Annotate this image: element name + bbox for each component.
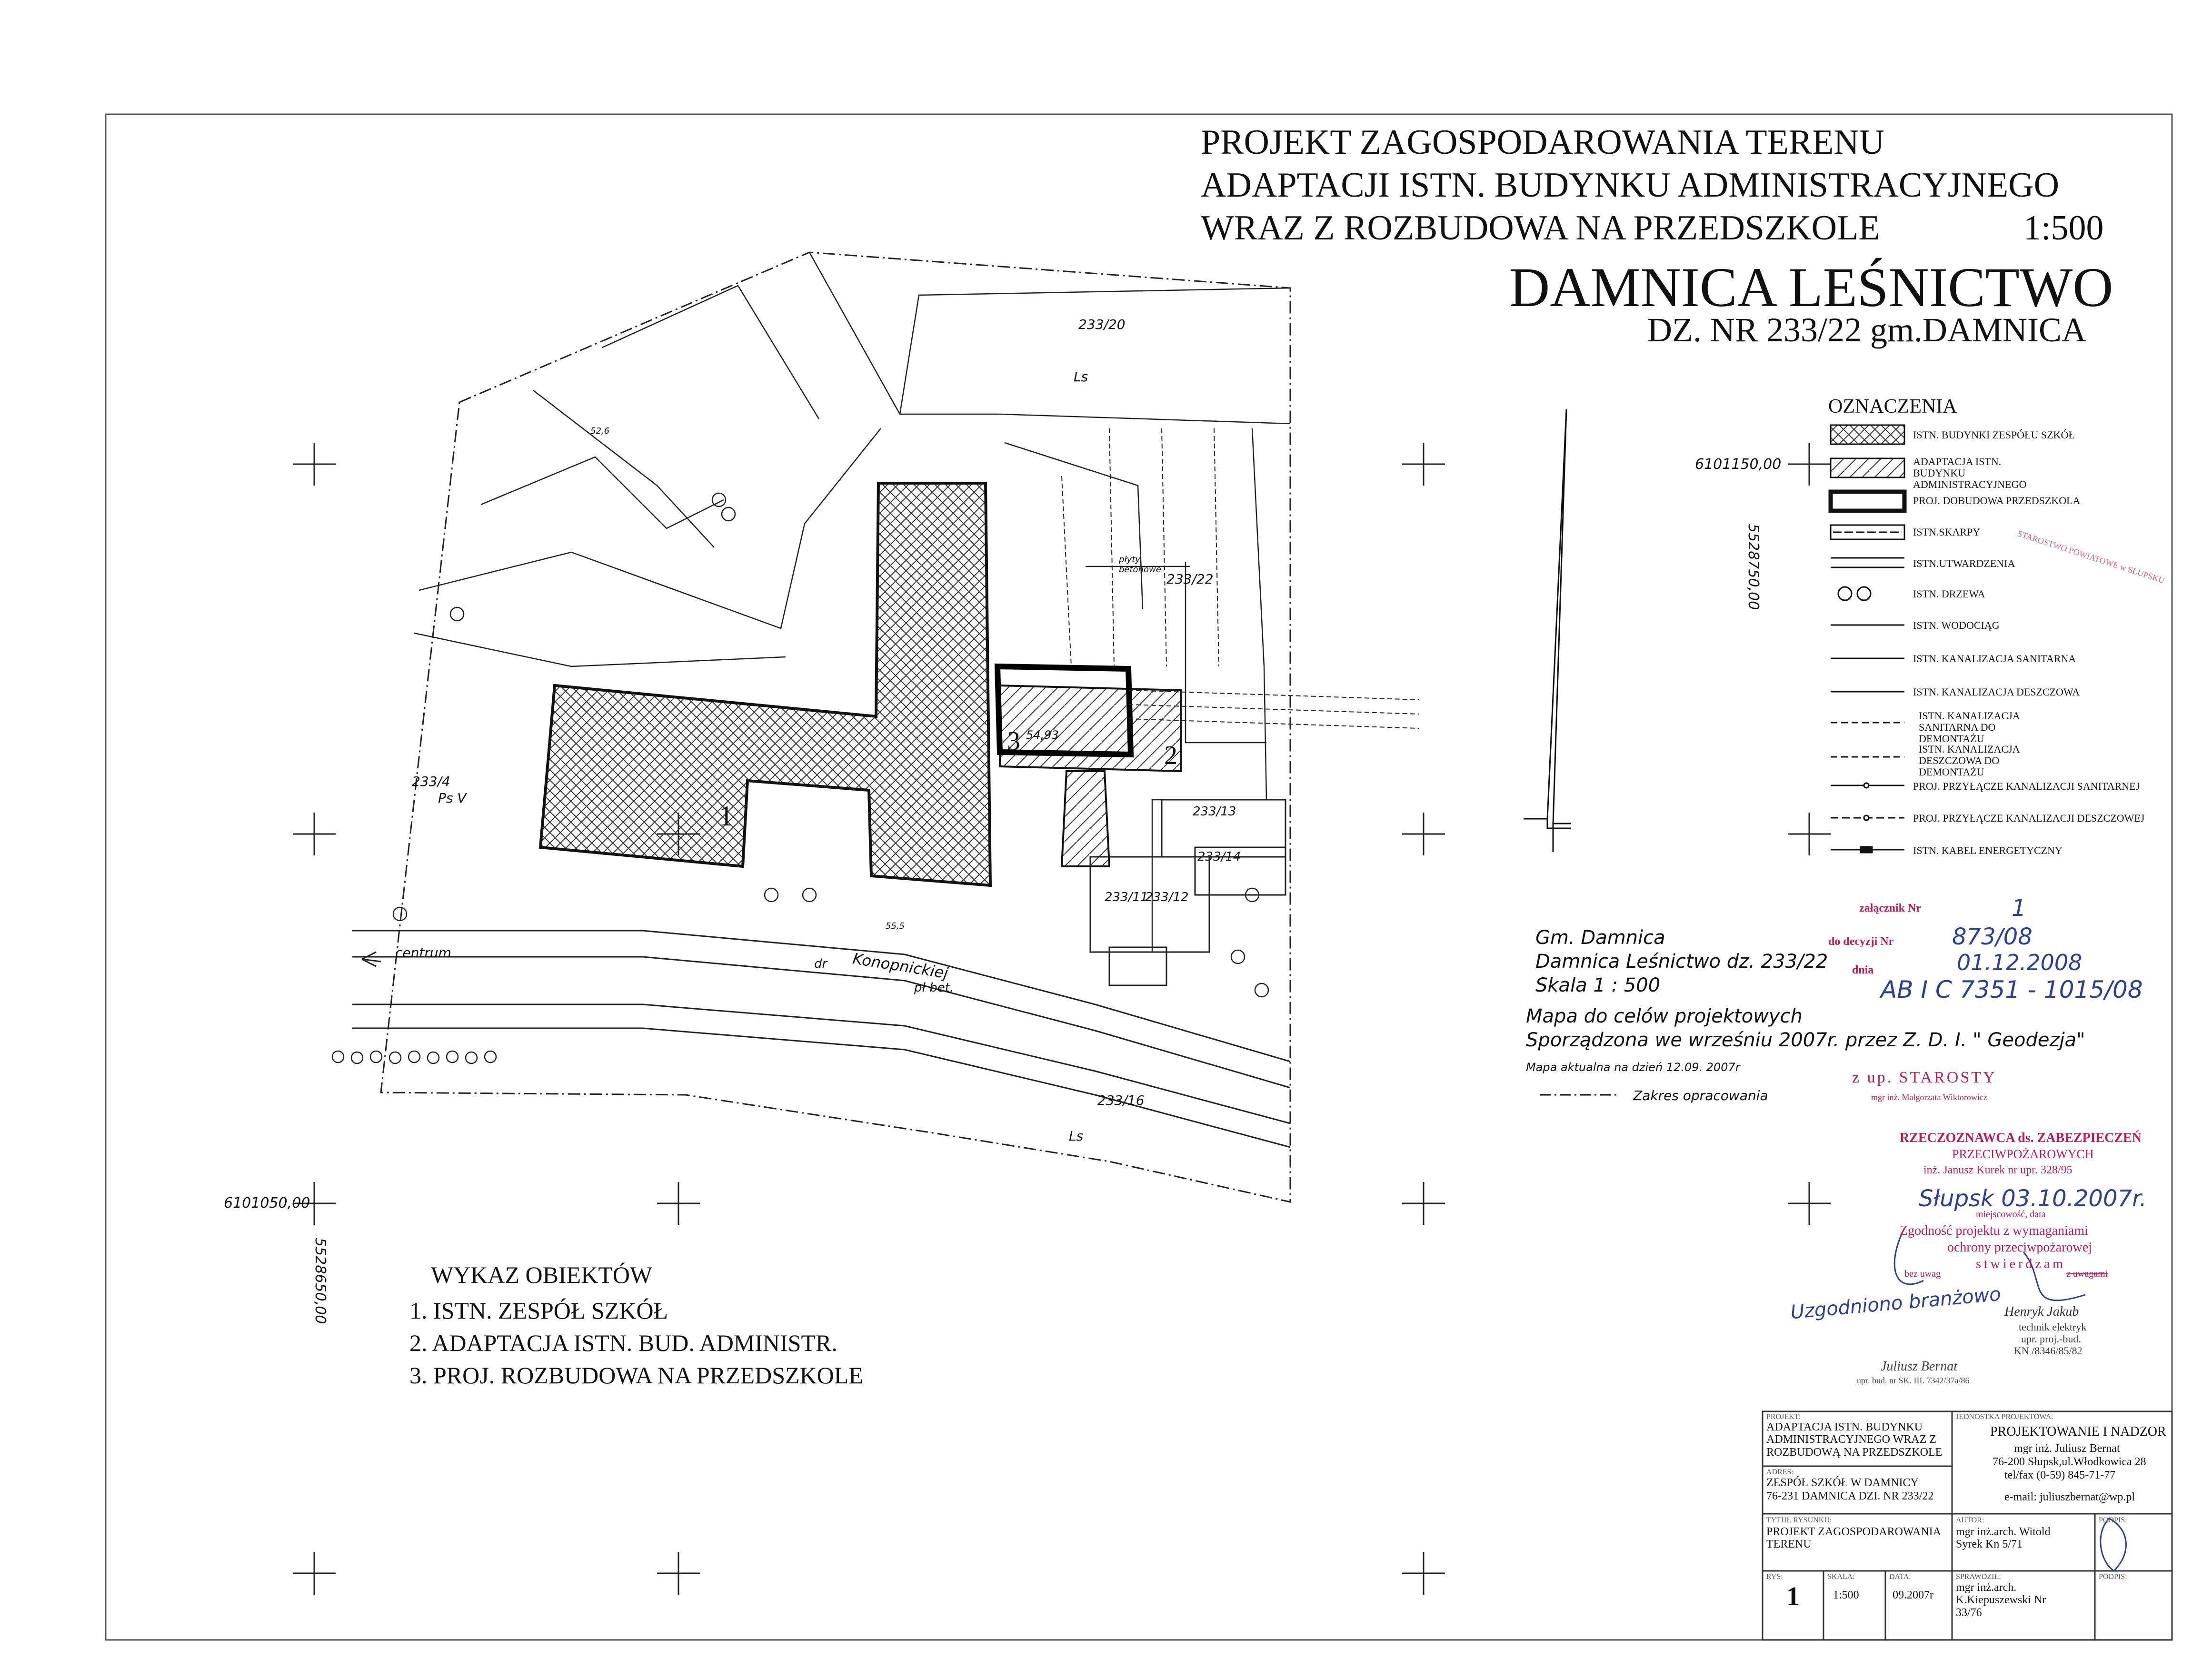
map-note-prepared: Sporządzona we wrześniu 2007r. przez Z. D. I. " Geodezja" (1526, 1029, 2085, 1051)
tb-autor: mgr inż.arch. Witold Syrek Kn 5/71 (1956, 1526, 2051, 1551)
north-arrow (1524, 409, 1571, 852)
stamp-slupsk-date: Słupsk 03.10.2007r. (1919, 1185, 2147, 1212)
tb-adres-1: ZESPÓŁ SZKÓŁ W DAMNICY (1766, 1477, 1919, 1489)
map-note-range: Zakres opracowania (1633, 1088, 1768, 1103)
street-prefix: dr (814, 957, 827, 971)
elevation-555: 55,5 (886, 921, 905, 931)
stamp-miejscowosc: miejscowość, data (1976, 1209, 2046, 1220)
legend-symbols (1831, 425, 1904, 853)
stamp-rzeczoznawca-2: PRZECIWPOŻAROWYCH (1952, 1147, 2094, 1161)
map-note-location: Damnica Leśnictwo dz. 233/22 (1535, 951, 1828, 973)
pavement-label: pł bet. (914, 981, 954, 995)
stamp-starosty-detail: mgr inż. Małgorzata Wiktorowicz (1871, 1092, 1987, 1102)
stamp-zal-value: 1 (2012, 895, 2026, 922)
tb-sprawdzil-label: SPRAWDZIŁ: (1956, 1573, 2001, 1581)
tb-data-label: DATA: (1889, 1573, 1911, 1581)
title-line-2: ADAPTACJI ISTN. BUDYNKU ADMINISTRACYJNEGO (1201, 166, 2060, 205)
stamp-henryk-1: Henryk Jakub (2004, 1304, 2079, 1319)
stamp-henryk-4: KN /8346/85/82 (2014, 1345, 2082, 1357)
parcel-233-22: 233/22 (1166, 571, 1214, 587)
objects-item-3: 3. PROJ. ROZBUDOWA NA PRZEDSZKOLE (409, 1362, 863, 1389)
legend-item-extension: PROJ. DOBUDOWA PRZEDSZKOLA (1913, 495, 2081, 506)
legend-item-sanitary: ISTN. KANALIZACJA SANITARNA (1913, 653, 2076, 665)
stamp-z-uwagami: z uwagami (2066, 1269, 2108, 1279)
map-note-purpose: Mapa do celów projektowych (1526, 1005, 1803, 1027)
stamp-henryk-3: upr. proj.-bud. (2021, 1333, 2081, 1345)
title-place: DAMNICA LEŚNICTWO (1509, 256, 2113, 318)
tb-podpis-label: PODPIS: (2099, 1516, 2127, 1524)
tb-firm-2: mgr inż. Juliusz Bernat (2014, 1442, 2120, 1455)
land-use-psv: Ps V (438, 790, 467, 806)
stamp-bernat-upr: upr. bud. nr SK. III. 7342/37a/86 (1857, 1376, 1970, 1385)
tb-firm-3: 76-200 Słupsk,ul.Włodkowica 28 (1993, 1456, 2146, 1468)
title-parcel: DZ. NR 233/22 gm.DAMNICA (1647, 311, 2087, 349)
legend-item-existing-school: ISTN. BUDYNKI ZESPÓŁU SZKÓŁ (1913, 429, 2075, 441)
building-3-label: 3 (1007, 726, 1020, 756)
stamp-zgodnosc-2: ochrony przeciwpożarowej (1947, 1240, 2092, 1255)
tb-firm: PROJEKTOWANIE I NADZOR (1990, 1424, 2166, 1439)
land-use-ls-north: Ls (1074, 369, 1088, 385)
direction-centrum: centrum (395, 945, 451, 961)
parcel-233-11: 233/11 (1105, 890, 1148, 904)
building-2-label: 2 (1164, 741, 1177, 770)
stamp-zgodnosc-1: Zgodność projektu z wymaganiami (1900, 1223, 2088, 1238)
tb-adres-2: 76-231 DAMNICA DZI. NR 233/22 (1766, 1490, 1934, 1502)
objects-item-1: 1. ISTN. ZESPÓŁ SZKÓŁ (409, 1297, 668, 1324)
title-scale: 1:500 (2023, 208, 2104, 248)
building-1-label: 1 (719, 800, 733, 832)
stamp-henryk-2: technik elektryk (2019, 1321, 2087, 1333)
stamp-slupsk-office: STAROSTWO POWIATOWE w SŁUPSKU (2016, 528, 2166, 586)
title-line-1: PROJEKT ZAGOSPODAROWANIA TERENU (1201, 123, 1885, 162)
elevation-526: 52,6 (590, 426, 610, 436)
legend-item-paving: ISTN.UTWARDZENIA (1913, 557, 2015, 569)
legend-item-water: ISTN. WODOCIĄG (1913, 619, 2000, 631)
tb-data: 09.2007r (1893, 1589, 1933, 1601)
tb-firm-email: e-mail: juliuszbernat@wp.pl (2004, 1491, 2135, 1503)
coord-n-top: 6101150,00 (1695, 456, 1782, 473)
stamp-zgodnosc-3: stwierdzam (1976, 1257, 2066, 1271)
legend-item-sanitary-demolition: ISTN. KANALIZACJA SANITARNA DO DEMONTAŻU (1919, 710, 2020, 745)
stamp-rzeczoznawca-1: RZECZOZNAWCA ds. ZABEZPIECZEŃ (1900, 1131, 2142, 1145)
tb-skala-label: SKALA: (1827, 1573, 1855, 1581)
objects-item-2: 2. ADAPTACJA ISTN. BUD. ADMINISTR. (409, 1330, 837, 1356)
tb-adres-label: ADRES: (1766, 1468, 1794, 1476)
parcel-233-13: 233/13 (1193, 804, 1236, 819)
parcel-233-16: 233/16 (1097, 1092, 1145, 1108)
map-note-scale: Skala 1 : 500 (1535, 974, 1661, 996)
parcel-233-12: 233/12 (1145, 890, 1189, 904)
tb-sprawdzil: mgr inż.arch. K.Kiepuszewski Nr 33/76 (1956, 1581, 2046, 1619)
stamp-uzgodniono: Uzgodniono branżowo (1789, 1283, 2002, 1324)
plyty-label: płyty betonowe (1119, 555, 1161, 575)
legend-item-proj-sanitary: PROJ. PRZYŁĄCZE KANALIZACJI SANITARNEJ (1913, 780, 2140, 792)
stamp-bernat: Juliusz Bernat (1881, 1359, 1957, 1374)
coord-n-bottom: 6101050,00 (224, 1195, 310, 1211)
map-note-current: Mapa aktualna na dzień 12.09. 2007r (1526, 1061, 1740, 1074)
stamp-rzeczoznawca-3: inż. Janusz Kurek nr upr. 328/95 (1923, 1164, 2073, 1176)
legend-title: OZNACZENIA (1828, 396, 1957, 417)
objects-title: WYKAZ OBIEKTÓW (431, 1261, 653, 1288)
tb-jednostka-label: JEDNOSTKA PROJEKTOWA: (1956, 1413, 2053, 1421)
coord-e-right: 5528750,00 (1745, 524, 1762, 610)
tb-tytul-label: TYTUŁ RYSUNKU: (1766, 1516, 1832, 1524)
tb-projekt-label: PROJEKT: (1766, 1413, 1801, 1421)
tb-podpis-2-label: PODPIS: (2099, 1573, 2127, 1581)
coord-e-bottom: 5528650,00 (312, 1238, 329, 1324)
tb-firm-4: tel/fax (0-59) 845-71-77 (2004, 1469, 2116, 1481)
stamp-decyzja-label: do decyzji Nr (1828, 935, 1894, 948)
legend-item-trees: ISTN. DRZEWA (1913, 588, 1985, 600)
legend-item-storm-demolition: ISTN. KANALIZACJA DESZCZOWA DO DEMONTAŻU (1919, 743, 2020, 778)
stamp-dnia-label: dnia (1852, 964, 1874, 976)
parcel-233-4: 233/4 (412, 774, 450, 789)
land-use-ls-south: Ls (1069, 1128, 1084, 1144)
legend-item-adaptation: ADAPTACJA ISTN. BUDYNKU ADMINISTRACYJNEGO (1913, 456, 2027, 491)
tb-autor-label: AUTOR: (1956, 1516, 1984, 1524)
stamp-dnia-value: 01.12.2008 (1957, 950, 2082, 975)
sewer-lines (1062, 428, 1419, 728)
stamp-decyzja-value: 873/08 (1952, 923, 2033, 950)
stamp-starosty: z up. STAROSTY (1852, 1069, 1997, 1086)
stamp-zal-label: załącznik Nr (1859, 902, 1921, 914)
parcel-233-14: 233/14 (1197, 850, 1241, 864)
legend-item-slopes: ISTN.SKARPY (1913, 526, 1981, 538)
stamp-case-number: AB I C 7351 - 1015/08 (1881, 976, 2143, 1003)
legend-item-power-cable: ISTN. KABEL ENERGETYCZNY (1913, 844, 2063, 856)
elevation-5493: 54,93 (1026, 728, 1059, 742)
tb-rys-label: RYS: (1766, 1573, 1783, 1581)
tb-projekt: ADAPTACJA ISTN. BUDYNKU ADMINISTRACYJNEGO WRAZ Z ROZBUDOWĄ NA PRZEDSZKOLE (1766, 1421, 1943, 1459)
parcel-233-20: 233/20 (1078, 317, 1126, 332)
building-2-adaptation (1000, 685, 1181, 866)
street-name: Konopnickiej (851, 949, 950, 983)
legend-item-storm: ISTN. KANALIZACJA DESZCZOWA (1913, 686, 2080, 698)
building-1-school (540, 483, 990, 885)
tb-tytul: PROJEKT ZAGOSPODAROWANIA TERENU (1766, 1526, 1941, 1551)
tb-rys: 1 (1786, 1582, 1800, 1611)
legend-item-proj-storm: PROJ. PRZYŁĄCZE KANALIZACJI DESZCZOWEJ (1913, 812, 2145, 824)
title-line-3: WRAZ Z ROZBUDOWA NA PRZEDSZKOLE (1201, 208, 1880, 248)
stamp-bez-uwag: bez uwag (1904, 1269, 1941, 1279)
map-note-gmina: Gm. Damnica (1535, 927, 1665, 949)
stamp-shapes (1894, 1228, 2126, 1571)
tb-skala: 1:500 (1833, 1589, 1859, 1601)
